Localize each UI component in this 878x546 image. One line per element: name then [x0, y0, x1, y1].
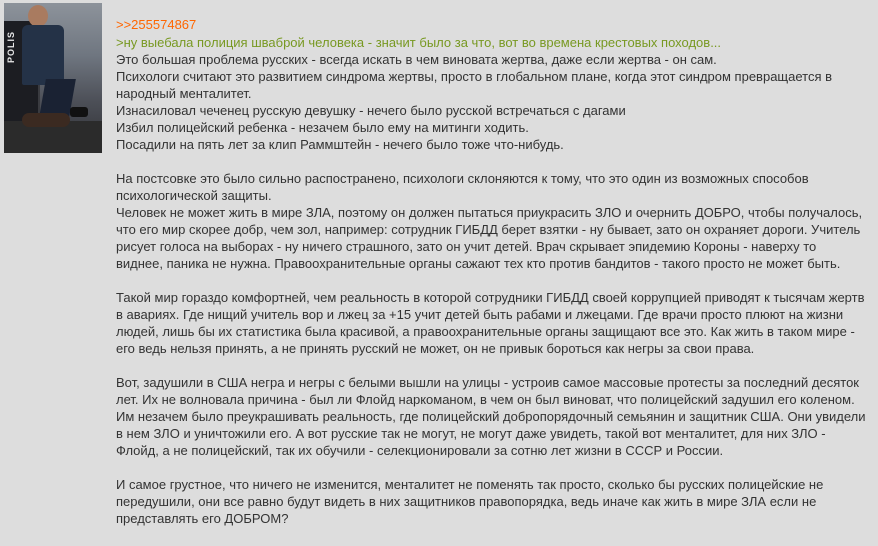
- paragraph-gap: [116, 272, 868, 289]
- post-body: [116, 34, 868, 527]
- post-line: представлять его ДОБРОМ?: [116, 511, 289, 526]
- post-line: Это большая проблема русских - всегда искать в чем виновата жертва, даже если жертва - он сам.: [116, 52, 717, 67]
- post-line: виднее, паника не нужна. Правоохранительные органы сажают тех кто против бандитов - такого просто не может быть.: [116, 256, 841, 271]
- post-line: Изнасиловал чеченец русскую девушку - нечего было русской встречаться с дагами: [116, 103, 626, 118]
- post-line: в авариях. Где нищий учитель вор и лжец за +15 учит детей быть рабами и лжецами. Где врачи просто плюют на жизни: [116, 307, 844, 322]
- post-line: Им незачем было преукрашивать реальность, где полицейский добропорядочный семьянин и защитник США. Они увидели: [116, 409, 866, 424]
- post-thumbnail[interactable]: [4, 3, 102, 153]
- paragraph-gap: [116, 357, 868, 374]
- post-line: Вот, задушили в США негра и негры с белыми вышли на улицы - устроив самое массовые протесты за последний десяток: [116, 375, 859, 390]
- post-line: что его мир скорее добр, чем зол, например: сотрудник ГИБДД берет взятки - ну бывает, зато он охраняет дороги. Учитель: [116, 222, 861, 237]
- post-line: передушили, они все равно будут видеть в них защитников правопорядка, ведь иначе как жить в мире ЗЛА если не: [116, 494, 817, 509]
- post-line: На постсовке это было сильно распостранено, психологи склоняются к тому, что это один из возможных способов: [116, 171, 809, 186]
- post-line: Человек не может жить в мире ЗЛА, поэтому он должен пытаться приукрасить ЗЛО и очернить ДОБРО, чтобы получалось,: [116, 205, 863, 220]
- post-line: лет. Их не волновала причина - был ли Флойд наркоманом, в чем он был виноват, что полицейский задушил его коленом.: [116, 392, 855, 407]
- person-on-ground: [22, 113, 70, 127]
- post-line: Избил полицейский ребенка - незачем было ему на митинги ходить.: [116, 120, 529, 135]
- post-line: Такой мир гораздо комфортней, чем реальность в которой сотрудники ГИБДД своей коррупцией приводят к тысячам жертв: [116, 290, 865, 305]
- post-line: И самое грустное, что ничего не изменится, менталитет не поменять так просто, сколько бы русских полицейские не: [116, 477, 824, 492]
- reply-link[interactable]: >>255574867: [116, 17, 197, 32]
- officer-body: [22, 25, 64, 85]
- paragraph-gap: [116, 153, 868, 170]
- greentext-quote: >ну выебала полиция шваброй человека - значит было за что, вот во времена крестовых походов...: [116, 35, 722, 50]
- car-lettering: POLIS: [6, 30, 16, 63]
- post-line: народный менталитет.: [116, 86, 252, 101]
- post-line: Флойд, а не полицейский, так их обучили - селекционировали за сотню лет жизни в СССР и России.: [116, 443, 724, 458]
- post-line: Посадили на пять лет за клип Раммштейн - нечего было тоже что-нибудь.: [116, 137, 564, 152]
- post-line: Психологи считают это развитием синдрома жертвы, просто в глобальном плане, когда этот синдром превращается в: [116, 69, 833, 84]
- boot: [70, 107, 88, 117]
- paragraph-gap: [116, 459, 868, 476]
- post-line: в нем ЗЛО и уничтожили его. А вот русские так не могут, не могут даже увидеть, такой вот менталитет, для них ЗЛО -: [116, 426, 826, 441]
- post-line: психологической защиты.: [116, 188, 272, 203]
- officer-head: [28, 5, 48, 27]
- post-line: людей, лишь бы их статистика была красивой, а правоохранительные органы защищают все это. Как жить в таком мире -: [116, 324, 855, 339]
- post-line: рисует голоса на выборах - ну ничего страшного, зато он учит детей. Врач скрывает эпидемию Короны - наверху то: [116, 239, 817, 254]
- post-line: его ведь нельзя принять, а не принять русский не может, он не привык бороться как негры за свои права.: [116, 341, 755, 356]
